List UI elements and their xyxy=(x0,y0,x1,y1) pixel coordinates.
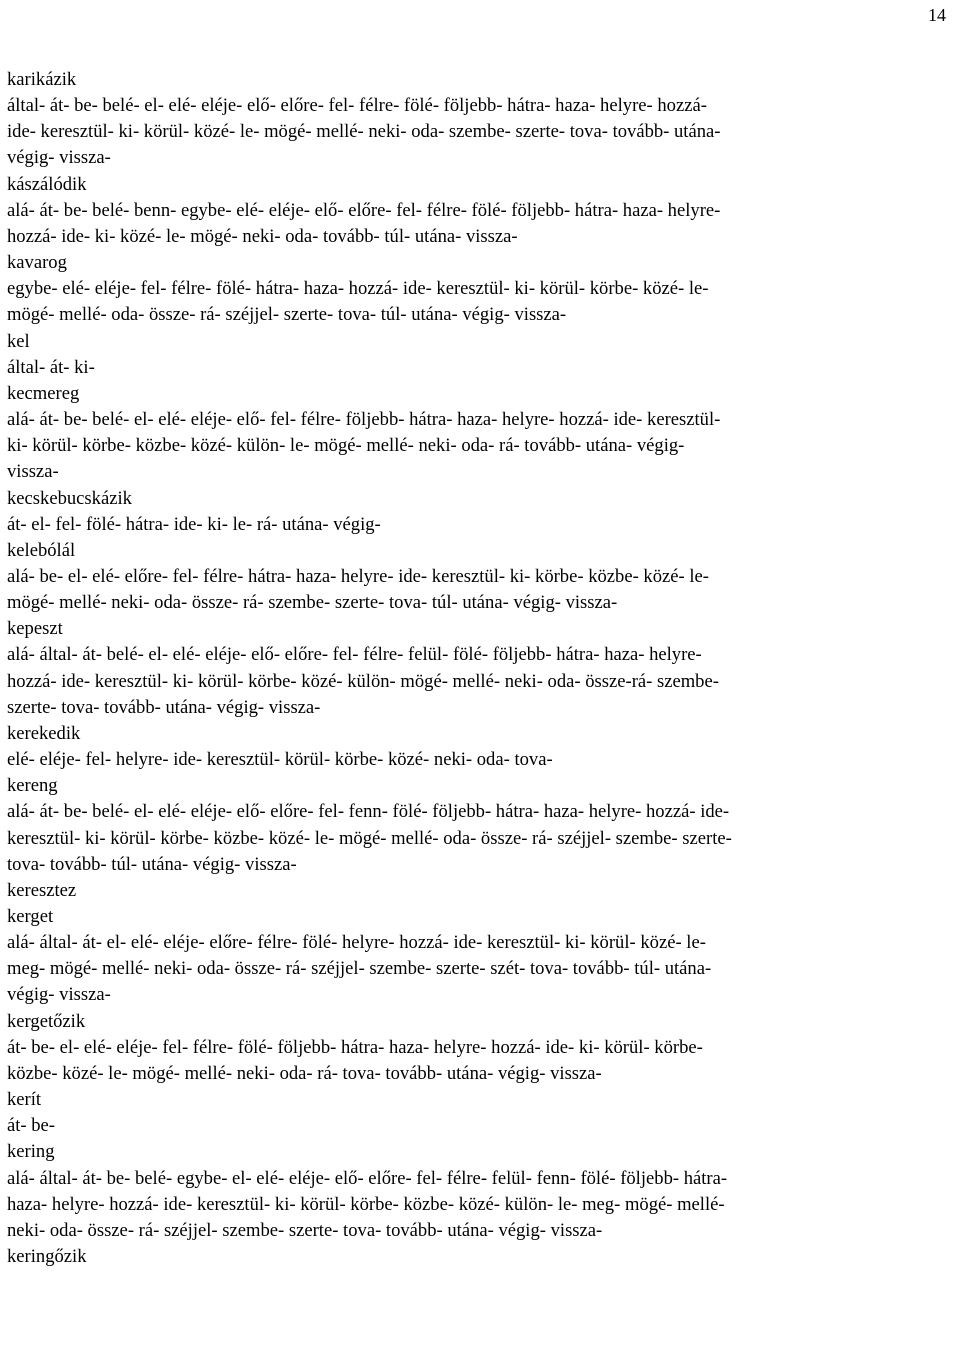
prefix-line: meg- mögé- mellé- neki- oda- össze- rá- széjjel- szembe- szerte- szét- tova- tovább- túl- utána- xyxy=(7,958,712,980)
entry xyxy=(7,878,949,904)
prefix-line: át- be- el- elé- eléje- fel- félre- fölé- följebb- hátra- haza- helyre- hozzá- ide- ki- körül- körbe- xyxy=(7,1036,703,1058)
entry xyxy=(7,538,949,616)
prefix-line: alá- át- be- belé- el- elé- eléje- elő- fel- félre- följebb- hátra- haza- helyre- hozzá- ide- keresztül- xyxy=(7,409,721,431)
prefix-line: által- át- ki- xyxy=(7,356,95,378)
prefix-line: közbe- közé- le- mögé- mellé- neki- oda- rá- tova- tovább- utána- végig- vissza- xyxy=(7,1062,602,1084)
page-number: 14 xyxy=(928,5,946,25)
prefix-line: neki- oda- össze- rá- széjjel- szembe- szerte- tova- tovább- utána- végig- vissza- xyxy=(7,1219,603,1241)
entry xyxy=(7,616,949,721)
entry-headword: kepeszt xyxy=(7,618,63,640)
entry-headword: kel xyxy=(7,330,30,352)
prefix-line: át- be- xyxy=(7,1115,56,1137)
prefix-line: tova- tovább- túl- utána- végig- vissza- xyxy=(7,853,297,875)
entry xyxy=(7,250,949,328)
prefix-line: át- el- fel- fölé- hátra- ide- ki- le- rá- utána- végig- xyxy=(7,513,381,535)
entry xyxy=(7,1244,949,1270)
prefix-line: alá- át- be- belé- el- elé- eléje- elő- előre- fel- fenn- fölé- följebb- hátra- haza- helyre- hozzá- ide- xyxy=(7,801,730,823)
entry xyxy=(7,329,949,381)
entry xyxy=(7,486,949,538)
entry-headword: keringőzik xyxy=(7,1246,87,1268)
entry-headword: kavarog xyxy=(7,252,67,274)
prefix-line: mögé- mellé- neki- oda- össze- rá- szembe- szerte- tova- túl- utána- végig- vissza- xyxy=(7,592,618,614)
entry xyxy=(7,904,949,1009)
entry-headword: keresztez xyxy=(7,879,77,901)
prefix-line: ide- keresztül- ki- körül- közé- le- mögé- mellé- neki- oda- szembe- szerte- tova- tovább- utána- xyxy=(7,121,721,143)
entry-headword: kecskebucskázik xyxy=(7,487,132,509)
entry-headword: kereng xyxy=(7,775,58,797)
prefix-line: egybe- elé- eléje- fel- félre- fölé- hátra- haza- hozzá- ide- keresztül- ki- körül- körbe- közé- le- xyxy=(7,278,709,300)
prefix-line: hozzá- ide- keresztül- ki- körül- körbe- közé- külön- mögé- mellé- neki- oda- össze-rá- szembe- xyxy=(7,670,719,692)
prefix-line: keresztül- ki- körül- körbe- közbe- közé- le- mögé- mellé- oda- össze- rá- széjjel- szembe- szerte- xyxy=(7,827,732,849)
prefix-line: alá- által- át- be- belé- egybe- el- elé- eléje- elő- előre- fel- félre- felül- fenn- fölé- följebb- hátra- xyxy=(7,1167,728,1189)
prefix-line: mögé- mellé- oda- össze- rá- széjjel- szerte- tova- túl- utána- végig- vissza- xyxy=(7,304,567,326)
prefix-line: szerte- tova- tovább- utána- végig- vissza- xyxy=(7,696,321,718)
entry-headword: kerekedik xyxy=(7,722,81,744)
entry-headword: kelebólál xyxy=(7,539,76,561)
prefix-line: alá- által- át- el- elé- eléje- előre- félre- fölé- helyre- hozzá- ide- keresztül- ki- körül- közé- le- xyxy=(7,932,706,954)
entry xyxy=(7,381,949,486)
entry-headword: kászálódik xyxy=(7,173,87,195)
prefix-line: által- át- be- belé- el- elé- eléje- elő- előre- fel- félre- fölé- följebb- hátra- haza- helyre- hozzá- xyxy=(7,95,707,117)
prefix-line: alá- be- el- elé- előre- fel- félre- hátra- haza- helyre- ide- keresztül- ki- körbe- közbe- közé- le- xyxy=(7,565,709,587)
entry-list xyxy=(7,67,949,1270)
prefix-line: elé- eléje- fel- helyre- ide- keresztül- körül- körbe- közé- neki- oda- tova- xyxy=(7,749,553,771)
entry xyxy=(7,172,949,250)
entry-headword: karikázik xyxy=(7,69,77,90)
prefix-line: haza- helyre- hozzá- ide- keresztül- ki- körül- körbe- közbe- közé- külön- le- meg- mögé- mellé- xyxy=(7,1193,725,1215)
entry xyxy=(7,67,949,172)
entry xyxy=(7,721,949,773)
prefix-line: végig- vissza- xyxy=(7,984,111,1006)
entry xyxy=(7,1087,949,1139)
prefix-line: vissza- xyxy=(7,461,59,483)
entry-headword: kerít xyxy=(7,1089,42,1111)
entry xyxy=(7,1009,949,1087)
prefix-line: hozzá- ide- ki- közé- le- mögé- neki- oda- tovább- túl- utána- vissza- xyxy=(7,225,518,247)
entry xyxy=(7,773,949,878)
entry-headword: kergetőzik xyxy=(7,1010,86,1032)
entry-headword: kecmereg xyxy=(7,382,80,404)
prefix-line: alá- át- be- belé- benn- egybe- elé- eléje- elő- előre- fel- félre- fölé- följebb- hátra- haza- helyre- xyxy=(7,199,721,221)
entry-headword: kerget xyxy=(7,906,54,927)
entry-headword: kering xyxy=(7,1141,55,1163)
prefix-line: alá- által- át- belé- el- elé- eléje- elő- előre- fel- félre- felül- fölé- följebb- hátra- haza- helyre- xyxy=(7,644,702,666)
prefix-line: ki- körül- körbe- közbe- közé- külön- le- mögé- mellé- neki- oda- rá- tovább- utána- végig- xyxy=(7,435,685,457)
entry xyxy=(7,1139,949,1244)
prefix-line: végig- vissza- xyxy=(7,147,111,169)
